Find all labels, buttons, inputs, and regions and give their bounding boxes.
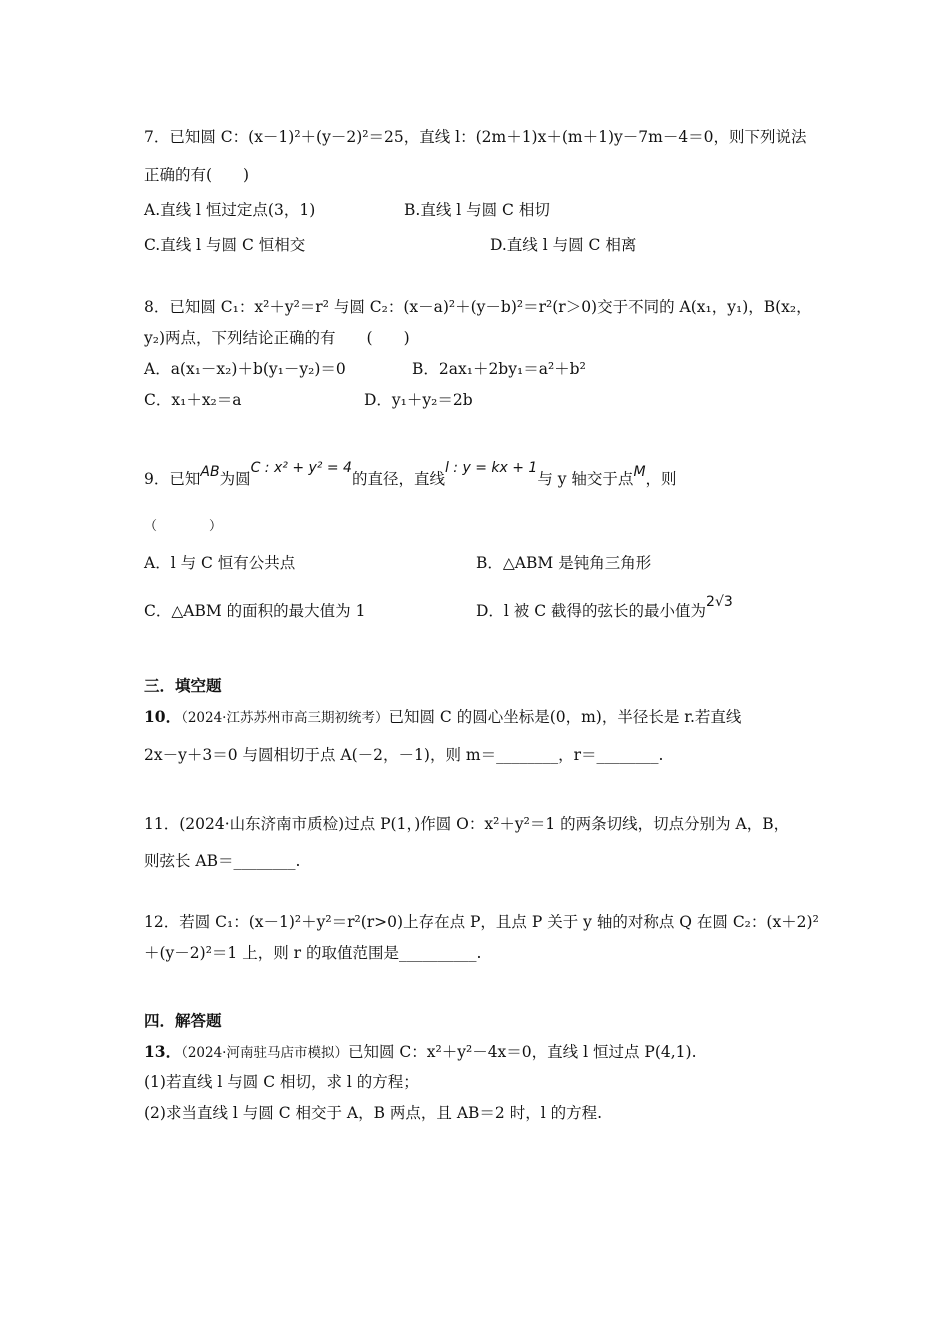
q9-option-d: [476, 594, 733, 623]
q13-stem-line1: [144, 1041, 697, 1064]
q9-segment-ab: AB: [200, 464, 220, 480]
q7-stem-line1: 7．已知圆 C：(x－1)²＋(y－2)²＝25，直线 l：(2m＋1)x＋(m＋1)y－7m－4＝0，则下列说法: [144, 128, 807, 146]
q9-stem-line2: （ ）: [144, 519, 223, 534]
q9-text-c: 的直径，直线: [351, 470, 445, 488]
q8-option-d: D．y₁＋y₂＝2b: [364, 391, 473, 409]
q13-number: 13．: [144, 1042, 182, 1061]
q9-option-c: C．△ABM 的面积的最大值为 1: [144, 602, 366, 620]
q13-text: 已知圆 C：x²＋y²－4x＝0，直线 l 恒过点 P(4,1).: [347, 1043, 697, 1061]
q9-text-a: 9．已知: [144, 470, 201, 488]
q10-stem-line1: [144, 706, 741, 729]
q9-option-a: A．l 与 C 恒有公共点: [144, 554, 296, 572]
q8-option-a: A．a(x₁－x₂)＋b(y₁－y₂)＝0: [144, 360, 346, 378]
q8-stem-line1: 8．已知圆 C₁：x²＋y²＝r² 与圆 C₂：(x－a)²＋(y－b)²＝r²(r＞0)交于不同的 A(x₁，y₁)，B(x₂，: [144, 298, 812, 316]
q9-line-equation: l : y = kx + 1: [444, 460, 538, 476]
q12-stem-line2: ＋(y－2)²＝1 上，则 r 的取值范围是__________.: [144, 944, 482, 962]
q11-stem-line1: 11．(2024·山东济南市质检)过点 P(1，)作圆 O：x²＋y²＝1 的两条切线，切点分别为 A，B，: [144, 815, 790, 833]
q9-point-m: M: [633, 464, 646, 480]
section-3-heading: 三．填空题: [144, 676, 222, 695]
q11-stem-line2: 则弦长 AB＝________.: [144, 852, 301, 870]
q7-option-d: D.直线 l 与圆 C 相离: [490, 236, 637, 254]
q12-stem-line1: 12．若圆 C₁：(x－1)²＋y²＝r²(r>0)上存在点 P，且点 P 关于 y 轴的对称点 Q 在圆 C₂：(x＋2)²: [144, 913, 819, 931]
q10-source: （2024·江苏苏州市高三期初统考）: [181, 710, 389, 726]
q13-part-1: (1)若直线 l 与圆 C 相切，求 l 的方程；: [144, 1073, 419, 1091]
q10-stem-line2: 2x－y＋3＝0 与圆相切于点 A(－2，－1)，则 m＝________，r＝________.: [144, 746, 664, 764]
q7-option-b: B.直线 l 与圆 C 相切: [404, 201, 550, 219]
q7-option-c: C.直线 l 与圆 C 恒相交: [144, 236, 306, 254]
q9-option-d-text: D．l 被 C 截得的弦长的最小值为: [476, 602, 707, 620]
q10-text: 已知圆 C 的圆心坐标是(0，m)，半径长是 r.若直线: [388, 708, 742, 726]
q13-source: （2024·河南驻马店市模拟）: [181, 1045, 348, 1061]
q8-option-b: B．2ax₁＋2by₁＝a²＋b²: [412, 360, 586, 378]
q9-text-d: 与 y 轴交于点: [537, 470, 634, 488]
q9-circle-equation: C : x² + y² = 4: [250, 460, 352, 476]
q8-option-c: C．x₁＋x₂＝a: [144, 391, 242, 409]
q9-text-b: 为圆: [219, 470, 251, 488]
q7-option-a: A.直线 l 恒过定点(3，1): [144, 201, 316, 219]
q13-part-2: (2)求当直线 l 与圆 C 相交于 A，B 两点，且 AB＝2 时，l 的方程.: [144, 1104, 603, 1122]
q9-option-b: B．△ABM 是钝角三角形: [476, 554, 652, 572]
q7-stem-line2: 正确的有( ): [144, 166, 250, 184]
q9-text-e: ，则: [645, 470, 677, 488]
q10-number: 10．: [144, 707, 182, 726]
q9-option-d-value: 2√3: [706, 594, 733, 610]
section-4-heading: 四．解答题: [144, 1011, 222, 1030]
q9-stem-line1: [144, 460, 677, 491]
q8-stem-line2: y₂)两点，下列结论正确的有 ( ): [144, 329, 410, 347]
